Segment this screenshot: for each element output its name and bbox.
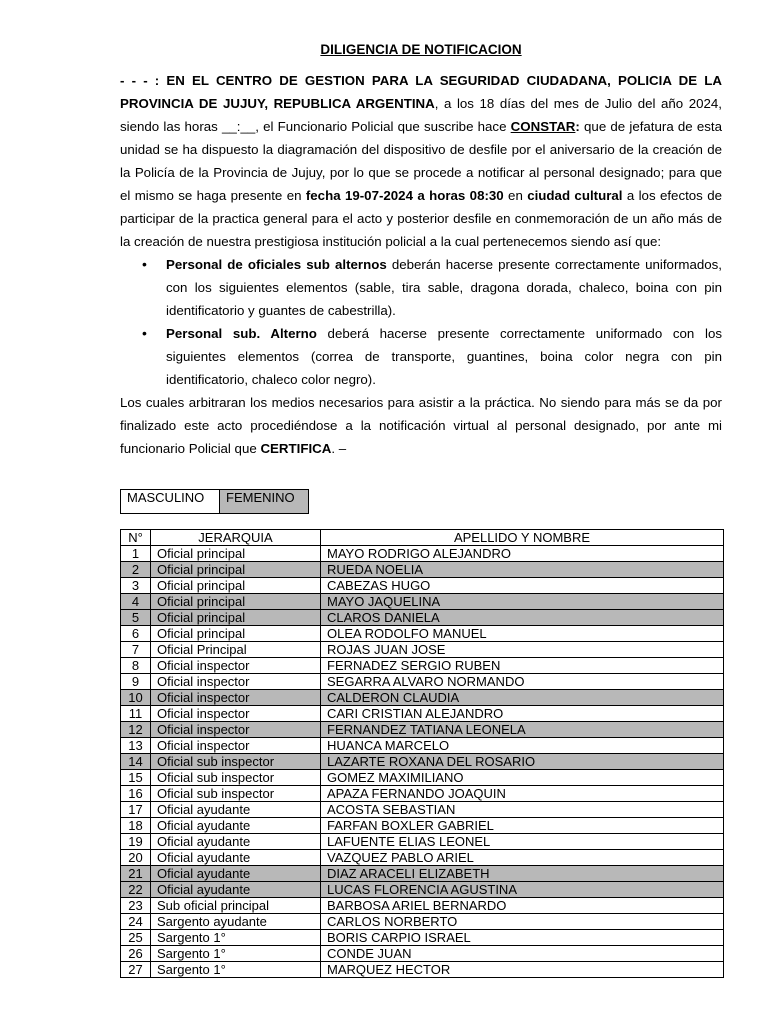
intro-lead: - - - : EN EL CENTRO DE GESTION PARA LA SEGURIDAD CIUDADANA, POLICIA DE LA PROVINCIA DE JUJUY, REPUBLICA ARGENTINA — [120, 73, 722, 111]
table-row — [121, 818, 724, 834]
row-jerarquia: Oficial ayudante — [151, 866, 321, 882]
row-jerarquia: Oficial Principal — [151, 642, 321, 658]
personnel-table — [120, 529, 724, 978]
row-nombre: LAZARTE ROXANA DEL ROSARIO — [321, 754, 724, 770]
constar-word: CONSTAR — [510, 119, 576, 134]
row-nombre: LAFUENTE ELIAS LEONEL — [321, 834, 724, 850]
list-item — [120, 253, 722, 322]
table-row — [121, 850, 724, 866]
row-nombre: BORIS CARPIO ISRAEL — [321, 930, 724, 946]
intro-text-2: que de jefatura de esta unidad se ha dispuesto la diagramación del dispositivo de desfile por el aniversario de la creación de la Policía de la Provincia de Jujuy, por lo que se procede a notificar al personal designado; para que el mismo se haga presente en — [120, 119, 722, 203]
table-row — [121, 914, 724, 930]
row-jerarquia: Oficial sub inspector — [151, 754, 321, 770]
row-number: 12 — [121, 722, 151, 738]
row-nombre: CABEZAS HUGO — [321, 578, 724, 594]
row-jerarquia: Oficial principal — [151, 610, 321, 626]
row-number: 15 — [121, 770, 151, 786]
row-number: 23 — [121, 898, 151, 914]
table-row — [121, 706, 724, 722]
table-row — [121, 802, 724, 818]
row-nombre: VAZQUEZ PABLO ARIEL — [321, 850, 724, 866]
row-jerarquia: Oficial ayudante — [151, 882, 321, 898]
bullet-text: deberán hacerse presente correctamente uniformados, con los siguientes elementos (sable, tira sable, dragona dorada, chaleco, boina con pin identificatorio y guantes de cabestrilla). — [166, 257, 722, 318]
row-number: 11 — [121, 706, 151, 722]
row-number: 3 — [121, 578, 151, 594]
closing-tail: . – — [331, 441, 347, 456]
header-number: N° — [121, 530, 151, 546]
legend-masculino: MASCULINO — [121, 490, 220, 514]
row-jerarquia: Oficial inspector — [151, 706, 321, 722]
table-row — [121, 562, 724, 578]
row-number: 1 — [121, 546, 151, 562]
row-nombre: DIAZ ARACELI ELIZABETH — [321, 866, 724, 882]
table-row — [121, 834, 724, 850]
table-row — [121, 930, 724, 946]
row-jerarquia: Sub oficial principal — [151, 898, 321, 914]
row-nombre: LUCAS FLORENCIA AGUSTINA — [321, 882, 724, 898]
table-row — [121, 866, 724, 882]
bullet-text: deberá hacerse presente correctamente uniformado con los siguientes elementos (correa de transporte, guantines, boina color negra con pin identificatorio, chaleco color negro). — [166, 326, 722, 387]
row-nombre: CARI CRISTIAN ALEJANDRO — [321, 706, 724, 722]
row-number: 18 — [121, 818, 151, 834]
row-nombre: FARFAN BOXLER GABRIEL — [321, 818, 724, 834]
row-number: 4 — [121, 594, 151, 610]
table-row — [121, 626, 724, 642]
intro-lugar: ciudad cultural — [527, 188, 623, 203]
list-item — [120, 322, 722, 391]
intro-text-3: en — [503, 188, 528, 203]
bullet-icon: • — [142, 325, 147, 341]
row-number: 10 — [121, 690, 151, 706]
table-row — [121, 546, 724, 562]
row-nombre: MAYO JAQUELINA — [321, 594, 724, 610]
table-row — [121, 770, 724, 786]
row-number: 16 — [121, 786, 151, 802]
row-nombre: FERNANDEZ TATIANA LEONELA — [321, 722, 724, 738]
row-jerarquia: Oficial inspector — [151, 738, 321, 754]
row-jerarquia: Sargento ayudante — [151, 914, 321, 930]
row-jerarquia: Oficial inspector — [151, 658, 321, 674]
row-jerarquia: Oficial principal — [151, 626, 321, 642]
row-nombre: RUEDA NOELIA — [321, 562, 724, 578]
requirements-list — [120, 253, 722, 391]
row-nombre: OLEA RODOLFO MANUEL — [321, 626, 724, 642]
row-number: 19 — [121, 834, 151, 850]
table-row — [121, 738, 724, 754]
table-row — [121, 690, 724, 706]
row-number: 14 — [121, 754, 151, 770]
row-nombre: HUANCA MARCELO — [321, 738, 724, 754]
row-nombre: APAZA FERNANDO JOAQUIN — [321, 786, 724, 802]
table-row — [121, 754, 724, 770]
table-row — [121, 898, 724, 914]
row-jerarquia: Sargento 1° — [151, 930, 321, 946]
row-nombre: SEGARRA ALVARO NORMANDO — [321, 674, 724, 690]
table-row — [121, 610, 724, 626]
row-jerarquia: Sargento 1° — [151, 962, 321, 978]
row-nombre: CARLOS NORBERTO — [321, 914, 724, 930]
row-jerarquia: Sargento 1° — [151, 946, 321, 962]
table-row — [121, 594, 724, 610]
row-nombre: CLAROS DANIELA — [321, 610, 724, 626]
constar-colon: : — [575, 119, 580, 134]
row-number: 8 — [121, 658, 151, 674]
row-number: 22 — [121, 882, 151, 898]
row-number: 27 — [121, 962, 151, 978]
row-number: 21 — [121, 866, 151, 882]
table-row — [121, 882, 724, 898]
row-nombre: BARBOSA ARIEL BERNARDO — [321, 898, 724, 914]
row-jerarquia: Oficial principal — [151, 594, 321, 610]
table-row — [121, 722, 724, 738]
row-nombre: CALDERON CLAUDIA — [321, 690, 724, 706]
row-nombre: ROJAS JUAN JOSE — [321, 642, 724, 658]
row-jerarquia: Oficial inspector — [151, 690, 321, 706]
row-jerarquia: Oficial ayudante — [151, 850, 321, 866]
legend-femenino: FEMENINO — [220, 490, 309, 514]
bullet-heading: Personal de oficiales sub alternos — [166, 257, 387, 272]
table-row — [121, 658, 724, 674]
intro-fecha: fecha 19-07-2024 a horas 08:30 — [305, 188, 504, 203]
row-number: 24 — [121, 914, 151, 930]
row-nombre: ACOSTA SEBASTIAN — [321, 802, 724, 818]
header-nombre: APELLIDO Y NOMBRE — [321, 530, 724, 546]
row-nombre: CONDE JUAN — [321, 946, 724, 962]
document-title: DILIGENCIA DE NOTIFICACION — [320, 42, 522, 57]
closing-text: Los cuales arbitraran los medios necesarios para asistir a la práctica. No siendo para más se da por finalizado este acto procediéndose a la notificación virtual al personal designado, por ante mi funcionario Policial que — [120, 395, 722, 456]
row-nombre: MARQUEZ HECTOR — [321, 962, 724, 978]
row-number: 13 — [121, 738, 151, 754]
row-jerarquia: Oficial inspector — [151, 674, 321, 690]
intro-text-4: a los efectos de participar de la practica general para el acto y posterior desfile en conmemoración de un año más de la creación de nuestra prestigiosa institución policial a la cual pertenecemos siendo así que: — [120, 188, 722, 249]
row-number: 20 — [121, 850, 151, 866]
row-number: 9 — [121, 674, 151, 690]
table-body — [121, 546, 724, 978]
table-header-row — [121, 530, 724, 546]
closing-paragraph — [120, 391, 722, 460]
row-jerarquia: Oficial principal — [151, 578, 321, 594]
gender-legend — [120, 489, 309, 514]
table-row — [121, 674, 724, 690]
certifica-word: CERTIFICA — [260, 441, 332, 456]
row-number: 17 — [121, 802, 151, 818]
row-jerarquia: Oficial ayudante — [151, 818, 321, 834]
row-jerarquia: Oficial inspector — [151, 722, 321, 738]
row-number: 25 — [121, 930, 151, 946]
row-nombre: GOMEZ MAXIMILIANO — [321, 770, 724, 786]
row-jerarquia: Oficial ayudante — [151, 802, 321, 818]
intro-paragraph — [120, 69, 722, 253]
row-number: 2 — [121, 562, 151, 578]
row-number: 26 — [121, 946, 151, 962]
bullet-icon: • — [142, 256, 147, 272]
row-nombre: FERNADEZ SERGIO RUBEN — [321, 658, 724, 674]
intro-text-1: , a los 18 días del mes de Julio del año 2024, siendo las horas __:__, el Funcionario Policial que suscribe hace — [120, 96, 723, 134]
table-row — [121, 786, 724, 802]
row-jerarquia: Oficial principal — [151, 562, 321, 578]
table-row — [121, 578, 724, 594]
row-jerarquia: Oficial sub inspector — [151, 786, 321, 802]
table-row — [121, 946, 724, 962]
row-jerarquia: Oficial principal — [151, 546, 321, 562]
row-nombre: MAYO RODRIGO ALEJANDRO — [321, 546, 724, 562]
row-number: 7 — [121, 642, 151, 658]
row-jerarquia: Oficial sub inspector — [151, 770, 321, 786]
table-row — [121, 962, 724, 978]
document-body — [120, 69, 722, 460]
row-number: 5 — [121, 610, 151, 626]
bullet-heading: Personal sub. Alterno — [166, 326, 317, 341]
table-row — [121, 642, 724, 658]
header-jerarquia: JERARQUIA — [151, 530, 321, 546]
row-number: 6 — [121, 626, 151, 642]
row-jerarquia: Oficial ayudante — [151, 834, 321, 850]
